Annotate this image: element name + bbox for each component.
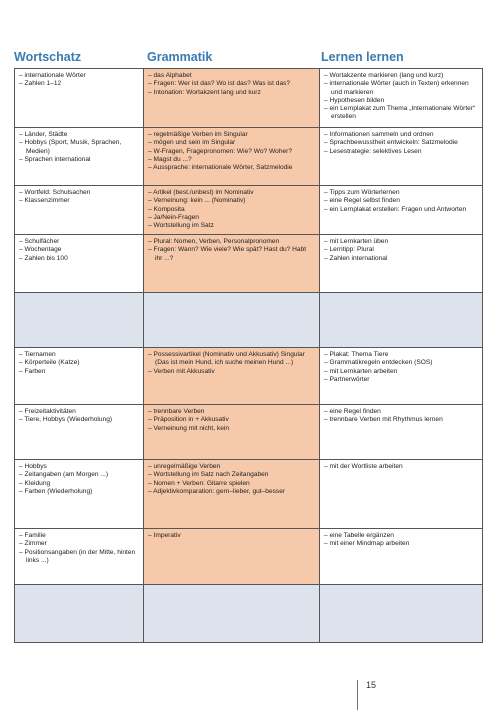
- list-item: – Tiere, Hobbys (Wiederholung): [19, 416, 139, 424]
- page-number-divider: [357, 680, 358, 710]
- item-list: [324, 408, 478, 425]
- table-row: [15, 460, 483, 529]
- list-item: – mit einer Mindmap arbeiten: [324, 540, 478, 548]
- list-item: – Farben (Wiederholung): [19, 488, 139, 496]
- list-item: – Positionsangaben (in der Mitte, hinten links ...): [19, 549, 139, 566]
- col-lernen-lernen: [320, 348, 483, 405]
- item-list: [19, 72, 139, 89]
- list-item: – Nomen + Verben: Gitarre spielen: [148, 480, 315, 488]
- list-item: – Familie: [19, 532, 139, 540]
- list-item: – ein Lernplakat erstellen: Fragen und Antworten: [324, 206, 478, 214]
- col-lernen-lernen: [320, 460, 483, 529]
- list-item: – Hobbys: [19, 463, 139, 471]
- list-item: – Artikel (best./unbest) im Nominativ: [148, 189, 315, 197]
- item-list: [324, 189, 478, 214]
- list-item: – Ja/Nein-Fragen: [148, 214, 315, 222]
- col-lernen-lernen: [320, 293, 483, 348]
- item-list: [148, 238, 315, 263]
- list-item: – eine Regel selbst finden: [324, 197, 478, 205]
- list-item: – Wortfeld: Schulsachen: [19, 189, 139, 197]
- item-list: [19, 189, 139, 206]
- table-row: [15, 235, 483, 293]
- list-item: – Lesestrategie: selektives Lesen: [324, 148, 478, 156]
- list-item: – Freizeitaktivitäten: [19, 408, 139, 416]
- col-wortschatz: [15, 348, 144, 405]
- list-item: – mögen und sein im Singular: [148, 139, 315, 147]
- table-row: [15, 348, 483, 405]
- col-lernen-lernen: [320, 69, 483, 128]
- list-item: – trennbare Verben mit Rhythmus lernen: [324, 416, 478, 424]
- header-grammatik: Grammatik: [147, 50, 213, 64]
- list-item: – mit der Wortliste arbeiten: [324, 463, 478, 471]
- list-item: – mit Lernkarten arbeiten: [324, 368, 478, 376]
- table-headers: [12, 50, 482, 68]
- col-lernen-lernen: [320, 585, 483, 643]
- list-item: – Zeitangaben (am Morgen ...): [19, 471, 139, 479]
- col-grammatik: [144, 235, 320, 293]
- col-grammatik: [144, 529, 320, 585]
- list-item: – trennbare Verben: [148, 408, 315, 416]
- table-row: [15, 529, 483, 585]
- list-item: – Schulfächer: [19, 238, 139, 246]
- list-item: – Magst du ...?: [148, 156, 315, 164]
- table-row: [15, 186, 483, 235]
- item-list: [324, 532, 478, 549]
- list-item: – Zimmer: [19, 540, 139, 548]
- list-item: – Possessivartikel (Nominativ und Akkusativ) Singular (Das ist mein Hund, ich suche meinen Hund ...): [148, 351, 315, 368]
- list-item: – Hypothesen bilden: [324, 97, 478, 105]
- list-item: – Tiernamen: [19, 351, 139, 359]
- list-item: – Länder, Städte: [19, 131, 139, 139]
- item-list: [148, 351, 315, 376]
- list-item: – Körperteile (Katze): [19, 359, 139, 367]
- col-grammatik: [144, 186, 320, 235]
- syllabus-table: [14, 68, 483, 643]
- list-item: – Sprachbewusstheit entwickeln: Satzmelodie: [324, 139, 478, 147]
- list-item: – Kleidung: [19, 480, 139, 488]
- item-list: [324, 463, 478, 471]
- col-grammatik: [144, 348, 320, 405]
- col-lernen-lernen: [320, 128, 483, 186]
- item-list: [19, 131, 139, 164]
- list-item: – Klassenzimmer: [19, 197, 139, 205]
- list-item: – Informationen sammeln und ordnen: [324, 131, 478, 139]
- list-item: – Zahlen bis 100: [19, 255, 139, 263]
- list-item: – Intonation: Wortakzent lang und kurz: [148, 89, 315, 97]
- list-item: – Imperativ: [148, 532, 315, 540]
- table-row-blank: [15, 585, 483, 643]
- list-item: – Wortakzente markieren (lang und kurz): [324, 72, 478, 80]
- col-lernen-lernen: [320, 405, 483, 460]
- list-item: – Lerntipp: Plural: [324, 246, 478, 254]
- page-number: 15: [366, 680, 377, 690]
- list-item: – Adjektivkomparation: gern–lieber, gut–besser: [148, 488, 315, 496]
- list-item: – Wortstellung im Satz: [148, 222, 315, 230]
- list-item: – Fragen: Wann? Wie viele? Wie spät? Hast du? Habt ihr ...?: [148, 246, 315, 263]
- item-list: [19, 532, 139, 565]
- col-wortschatz: [15, 460, 144, 529]
- item-list: [19, 463, 139, 496]
- syllabus-table-body: [15, 69, 483, 643]
- item-list: [19, 238, 139, 263]
- item-list: [324, 131, 478, 156]
- list-item: – Fragen: Wer ist das? Wo ist das? Was ist das?: [148, 80, 315, 88]
- list-item: – eine Regel finden: [324, 408, 478, 416]
- item-list: [324, 72, 478, 122]
- col-wortschatz: [15, 186, 144, 235]
- list-item: – Partnerwörter: [324, 376, 478, 384]
- list-item: – mit Lernkarten üben: [324, 238, 478, 246]
- list-item: – regelmäßige Verben im Singular: [148, 131, 315, 139]
- item-list: [148, 131, 315, 172]
- item-list: [19, 351, 139, 376]
- item-list: [324, 238, 478, 263]
- col-wortschatz: [15, 235, 144, 293]
- col-wortschatz: [15, 585, 144, 643]
- col-wortschatz: [15, 405, 144, 460]
- list-item: – Komposita: [148, 206, 315, 214]
- col-grammatik: [144, 460, 320, 529]
- list-item: – Zahlen 1–12: [19, 80, 139, 88]
- list-item: – internationale Wörter (auch in Texten) erkennen und markieren: [324, 80, 478, 97]
- table-row-blank: [15, 293, 483, 348]
- list-item: – Grammatikregeln entdecken (SOS): [324, 359, 478, 367]
- col-lernen-lernen: [320, 235, 483, 293]
- list-item: – W-Fragen, Fragepronomen: Wie? Wo? Woher?: [148, 148, 315, 156]
- list-item: – Zahlen international: [324, 255, 478, 263]
- list-item: – Verneinung: kein ... (Nominativ): [148, 197, 315, 205]
- list-item: – Wortstellung im Satz nach Zeitangaben: [148, 471, 315, 479]
- col-wortschatz: [15, 128, 144, 186]
- list-item: – Plakat: Thema Tiere: [324, 351, 478, 359]
- list-item: – unregelmäßige Verben: [148, 463, 315, 471]
- header-lernen-lernen: Lernen lernen: [321, 50, 404, 64]
- item-list: [148, 189, 315, 230]
- list-item: – Wochentage: [19, 246, 139, 254]
- col-wortschatz: [15, 293, 144, 348]
- list-item: – Plural: Nomen, Verben, Personalpronomen: [148, 238, 315, 246]
- col-grammatik: [144, 69, 320, 128]
- col-grammatik: [144, 128, 320, 186]
- item-list: [148, 408, 315, 433]
- list-item: – internationale Wörter: [19, 72, 139, 80]
- col-grammatik: [144, 585, 320, 643]
- col-wortschatz: [15, 69, 144, 128]
- list-item: – ein Lernplakat zum Thema „Internationale Wörter“ erstellen: [324, 105, 478, 122]
- table-row: [15, 69, 483, 128]
- list-item: – Verneinung mit nicht, kein: [148, 425, 315, 433]
- list-item: – das Alphabet: [148, 72, 315, 80]
- col-grammatik: [144, 293, 320, 348]
- col-lernen-lernen: [320, 186, 483, 235]
- col-wortschatz: [15, 529, 144, 585]
- item-list: [19, 408, 139, 425]
- list-item: – eine Tabelle ergänzen: [324, 532, 478, 540]
- table-row: [15, 405, 483, 460]
- list-item: – Tipps zum Wörterlernen: [324, 189, 478, 197]
- item-list: [148, 532, 315, 540]
- item-list: [324, 351, 478, 384]
- list-item: – Aussprache: internationale Wörter, Satzmelodie: [148, 164, 315, 172]
- item-list: [148, 463, 315, 496]
- list-item: – Verben mit Akkusativ: [148, 368, 315, 376]
- col-grammatik: [144, 405, 320, 460]
- header-wortschatz: Wortschatz: [14, 50, 82, 64]
- list-item: – Präposition in + Akkusativ: [148, 416, 315, 424]
- table-row: [15, 128, 483, 186]
- col-lernen-lernen: [320, 529, 483, 585]
- list-item: – Hobbys (Sport, Musik, Sprachen, Medien): [19, 139, 139, 156]
- list-item: – Farben: [19, 368, 139, 376]
- item-list: [148, 72, 315, 97]
- list-item: – Sprachen international: [19, 156, 139, 164]
